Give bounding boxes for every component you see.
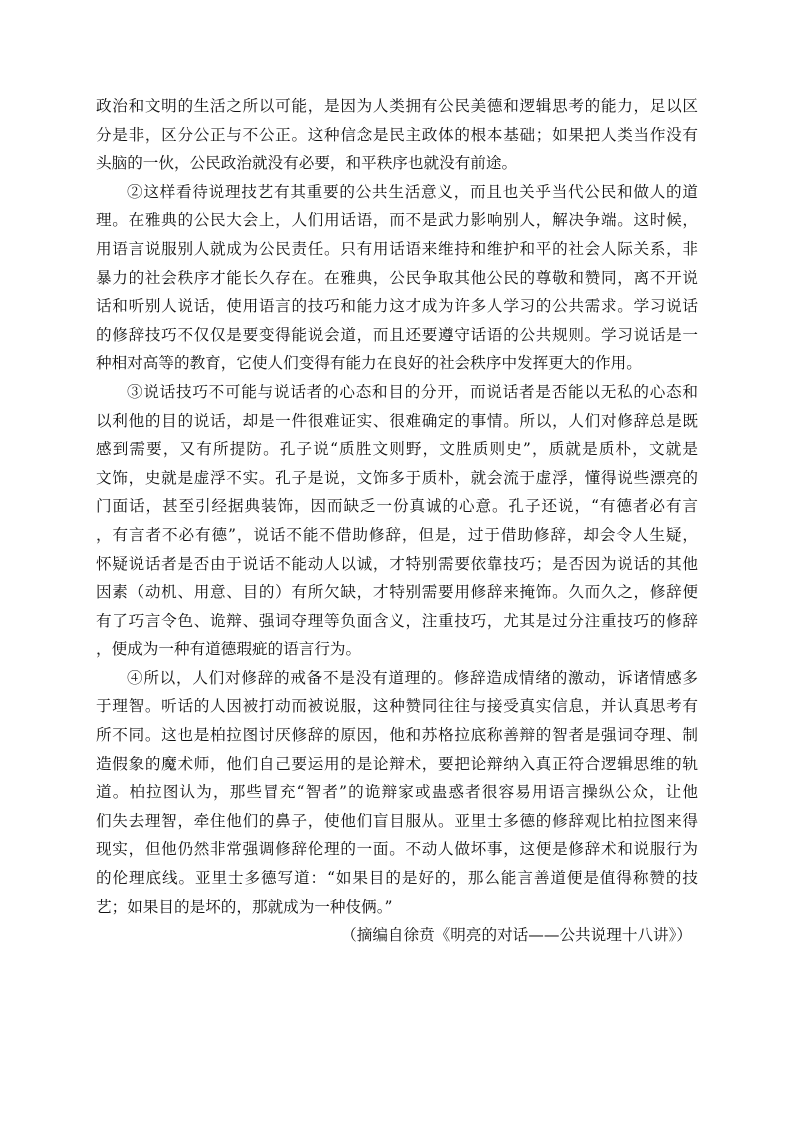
text-line: 感到需要，又有所提防。孔子说“质胜文则野，文胜质则史”，质就是质朴，文就是 <box>96 440 698 459</box>
text-line: ②这样看待说理技艺有其重要的公共生活意义，而且也关乎当代公民和做人的道 <box>127 182 698 201</box>
text-line: 以利他的目的说话，却是一件很难证实、很难确定的事情。所以，人们对修辞总是既 <box>96 411 698 430</box>
text-line: 所不同。这也是柏拉图讨厌修辞的原因，他和苏格拉底称善辩的智者是强词夺理、制 <box>96 726 698 745</box>
text-line: 文饰，史就是虚浮不实。孔子是说，文饰多于质朴，就会流于虚浮，懂得说些漂亮的 <box>96 468 698 487</box>
paragraph-3 <box>96 378 698 664</box>
text-line: 门面话，甚至引经据典装饰，因而缺乏一份真诚的心意。孔子还说，“有德者必有言 <box>96 497 698 516</box>
text-line: 因素（动机、用意、目的）有所欠缺，才特别需要用修辞来掩饰。久而久之，修辞便 <box>96 583 698 602</box>
text-line: ，有言者不必有德”，说话不能不借助修辞，但是，过于借助修辞，却会令人生疑， <box>96 525 698 544</box>
text-line: 们失去理智，牵住他们的鼻子，使他们盲目服从。亚里士多德的修辞观比柏拉图来得 <box>96 811 698 830</box>
text-line: 艺；如果目的是坏的，那就成为一种伎俩。” <box>96 897 393 916</box>
paragraph-2 <box>96 178 698 378</box>
text-line: 有了巧言令色、诡辩、强词夺理等负面含义，注重技巧，尤其是过分注重技巧的修辞 <box>96 611 698 630</box>
text-line: 头脑的一伙，公民政治就没有必要，和平秩序也就没有前途。 <box>96 154 518 173</box>
text-line: 暴力的社会秩序才能长久存在。在雅典，公民争取其他公民的尊敬和赞同，离不开说 <box>96 268 698 287</box>
text-line: 的修辞技巧不仅仅是要变得能说会道，而且还要遵守话语的公共规则。学习说话是一 <box>96 325 698 344</box>
paragraph-4 <box>96 664 698 921</box>
text-line: 道。柏拉图认为，那些冒充“智者”的诡辩家或蛊惑者很容易用语言操纵公众，让他 <box>96 783 698 802</box>
text-line: 分是非，区分公正与不公正。这种信念是民主政体的根本基础；如果把人类当作没有 <box>96 125 698 144</box>
source-citation: （摘编自徐贲《明亮的对话——公共说理十八讲》） <box>341 926 692 945</box>
text-line: ，便成为一种有道德瑕疵的语言行为。 <box>96 640 362 659</box>
text-line: ③说话技巧不可能与说话者的心态和目的分开，而说话者是否能以无私的心态和 <box>127 382 698 401</box>
text-line: 政治和文明的生活之所以可能，是因为人类拥有公民美德和逻辑思考的能力，足以区 <box>96 97 698 115</box>
text-line: ④所以，人们对修辞的戒备不是没有道理的。修辞造成情绪的激动，诉诸情感多 <box>127 668 698 687</box>
text-line: 话和听别人说话，使用语言的技巧和能力这才成为许多人学习的公共需求。学习说话 <box>96 297 698 316</box>
text-line: 理。在雅典的公民大会上，人们用话语，而不是武力影响别人，解决争端。这时候， <box>96 211 698 230</box>
text-line: 的伦理底线。亚里士多德写道：“如果目的是好的，那么能言善道便是值得称赞的技 <box>96 869 698 888</box>
text-line: 种相对高等的教育，它使人们变得有能力在良好的社会秩序中发挥更大的作用。 <box>96 354 642 373</box>
text-line: 现实，但他仍然非常强调修辞伦理的一面。不动人做坏事，这便是修辞术和说服行为 <box>96 840 698 859</box>
text-line: 造假象的魔术师，他们自己要运用的是论辩术，要把论辩纳入真正符合逻辑思维的轨 <box>96 754 698 773</box>
text-line: 于理智。听话的人因被打动而被说服，这种赞同往往与接受真实信息，并认真思考有 <box>96 697 698 716</box>
text-line: 怀疑说话者是否由于说话不能动人以诚，才特别需要依靠技巧；是否因为说话的其他 <box>96 554 698 573</box>
document-page <box>96 92 698 950</box>
paragraph-1 <box>96 92 698 178</box>
text-line: 用语言说服别人就成为公民责任。只有用话语来维持和维护和平的社会人际关系，非 <box>96 239 698 258</box>
